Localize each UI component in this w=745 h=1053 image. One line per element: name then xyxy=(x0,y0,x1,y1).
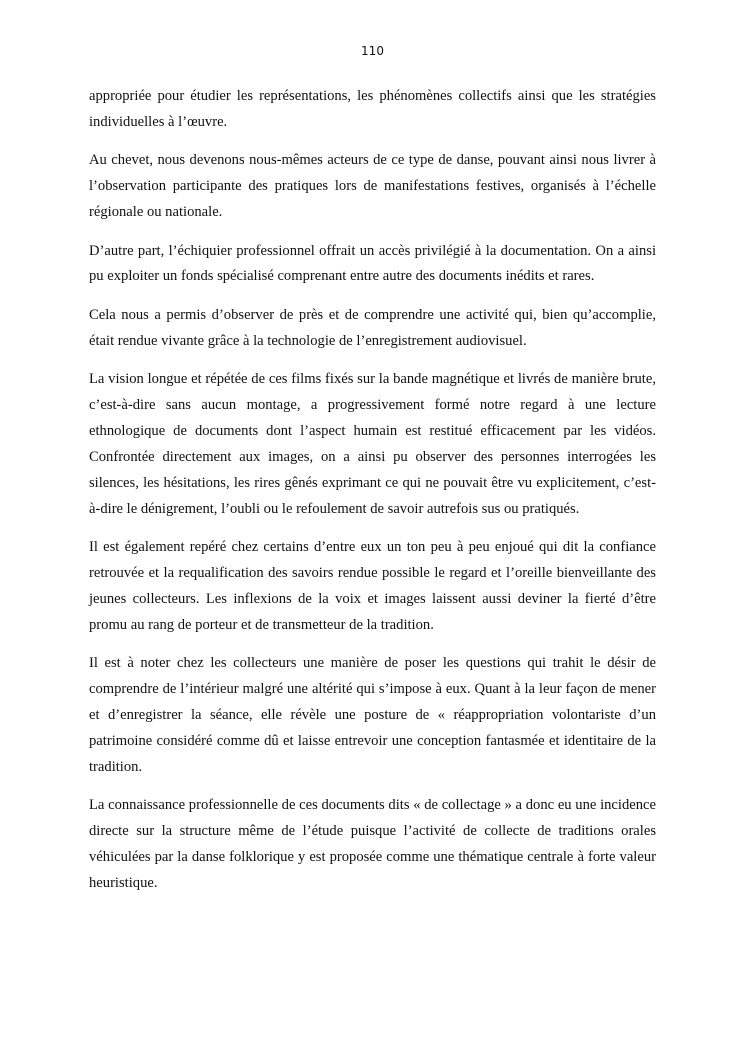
paragraph: Il est à noter chez les collecteurs une manière de poser les questions qui trahit le désir de comprendre de l’intérieur malgré une altérité qui s’impose à eux. Quant à la leur façon de mener et d’enregistrer la séance, elle révèle une posture de « réappropriation volontariste d’un patrimoine considéré comme dû et laisse entrevoir une conception fantasmée et identitaire de la tradition. xyxy=(89,655,656,775)
paragraph: Cela nous a permis d’observer de près et de comprendre une activité qui, bien qu’accomplie, était rendue vivante grâce à la technologie de l’enregistrement audiovisuel. xyxy=(89,306,656,349)
paragraph: appropriée pour étudier les représentations, les phénomènes collectifs ainsi que les stratégies individuelles à l’œuvre. xyxy=(89,88,656,130)
paragraph: Il est également repéré chez certains d’entre eux un ton peu à peu enjoué qui dit la confiance retrouvée et la requalification des savoirs rendue possible le regard et l’oreille bienveillante des jeunes collecteurs. Les inflexions de la voix et images laissent aussi deviner la fierté d’être promu au rang de porteur et de transmetteur de la tradition. xyxy=(89,539,656,633)
paragraph: La vision longue et répétée de ces films fixés sur la bande magnétique et livrés de manière brute, c’est-à-dire sans aucun montage, a progressivement formé notre regard à une lecture ethnologique de documents dont l’aspect humain est restitué efficacement par les vidéos. Confrontée directement aux images, on a ainsi pu observer des personnes interrogées les silences, les hésitations, les rires gênés exprimant ce qui ne pouvait être vu explicitement, c’est-à-dire le dénigrement, l’oubli ou le refoulement de savoir autrefois sus ou pratiqués. xyxy=(89,371,656,517)
paragraph: D’autre part, l’échiquier professionnel offrait un accès privilégié à la documentation. On a ainsi pu exploiter un fonds spécialisé comprenant entre autre des documents inédits et rares. xyxy=(89,242,656,285)
body-text xyxy=(89,84,656,909)
paragraph: Au chevet, nous devenons nous-mêmes acteurs de ce type de danse, pouvant ainsi nous livrer à l’observation participante des pratiques lors de manifestations festives, organisés à l’échelle régionale ou nationale. xyxy=(89,152,656,221)
paragraph: La connaissance professionnelle de ces documents dits « de collectage » a donc eu une incidence directe sur la structure même de l’étude puisque l’activité de collecte de traditions orales véhiculées par la danse folklorique y est proposée comme une thématique centrale à forte valeur heuristique. xyxy=(89,797,656,891)
page-number: 110 xyxy=(361,44,384,58)
